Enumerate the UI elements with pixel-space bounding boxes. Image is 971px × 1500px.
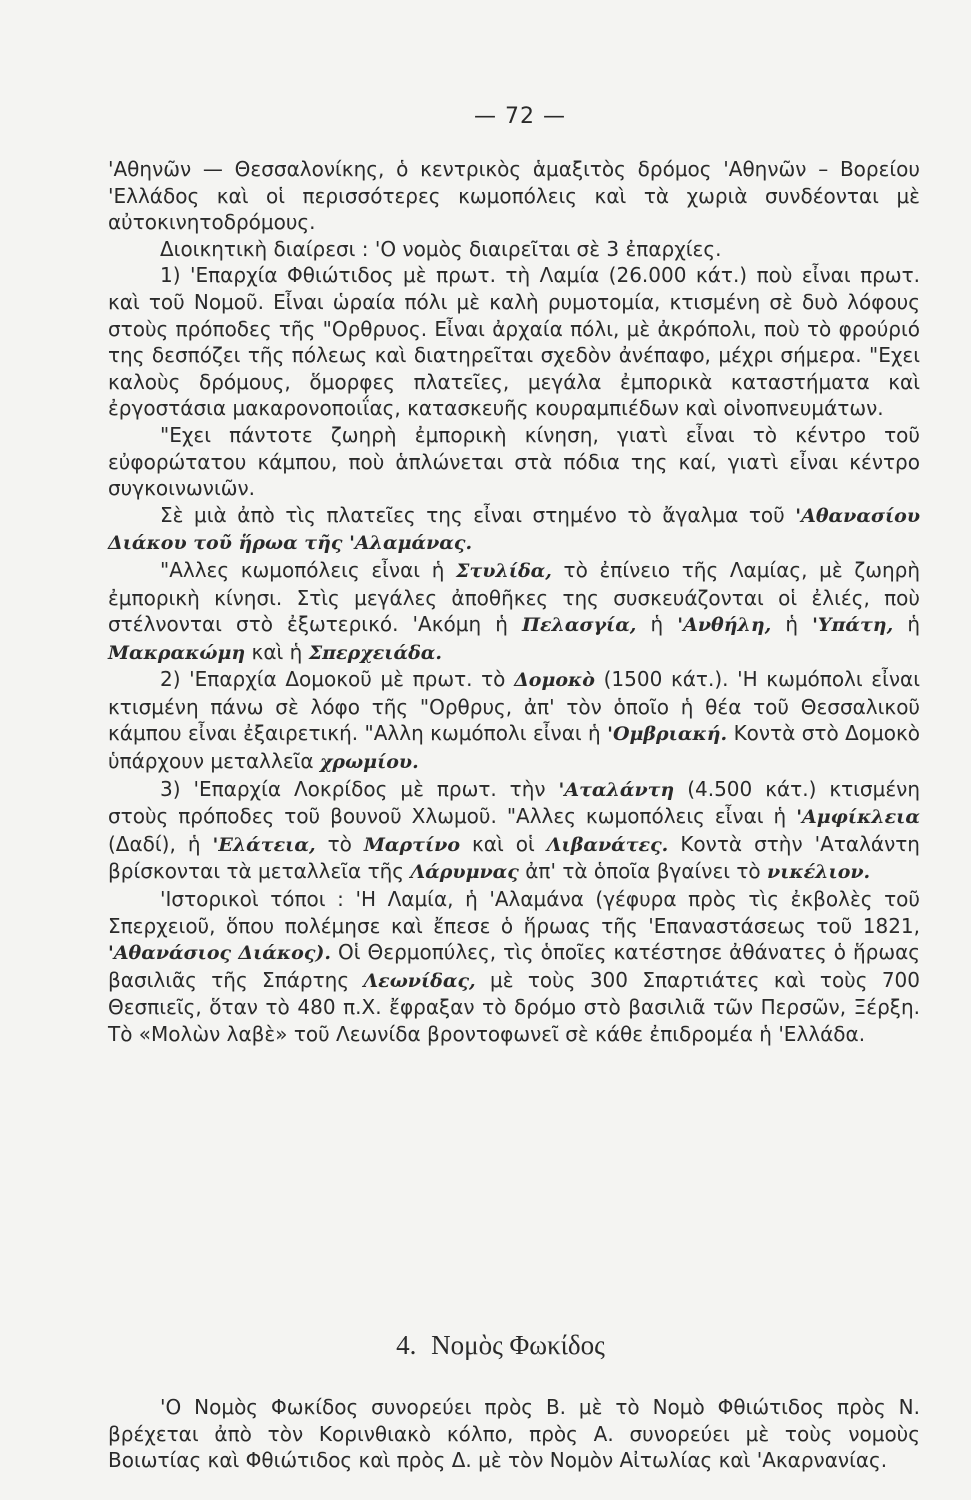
text-run: ἡ	[636, 612, 678, 637]
emphasized-text: Δομοκὸ	[514, 669, 595, 692]
emphasized-text: 'Ελάτεια,	[212, 833, 316, 856]
text-run: Κοντὰ στὴν 'Αταλάντη βρίσκονται τὰ μεταλλεῖα τῆς	[108, 831, 920, 884]
text-run: Σὲ μιὰ ἀπὸ τὶς πλατεῖες της εἶναι στημένο τὸ ἄγαλμα τοῦ	[160, 502, 796, 527]
paragraph-4	[108, 422, 920, 502]
page-number: — 72 —	[474, 104, 566, 129]
emphasized-text: 'Ανθήλη,	[677, 614, 772, 637]
emphasized-text: 'Αθανάσιος Διάκος).	[108, 942, 332, 965]
paragraph-5	[108, 502, 920, 557]
emphasized-text: νικέλιον.	[767, 861, 871, 884]
text-run: τὸ ἐπίνειο τῆς Λαμίας, μὲ ζωηρὴ ἐμπορικὴ κίνησι. Στὶς μεγάλες ἀποθῆκες της συσκευάζονται οἱ ἐλιές, ποὺ στέλνονται στὸ ἐξωτερικό. 'Ακόμη ἡ	[108, 557, 921, 637]
text-run: "Εχει πάντοτε ζωηρὴ ἐμπορικὴ κίνηση, γιατὶ εἶναι τὸ κέντρο τοῦ εὐφορώτατου κάμπου, ποὺ ἁπλώνεται στὰ πόδια της καί, γιατὶ εἶναι κέντρο συγκοινωνιῶν.	[108, 422, 920, 501]
text-run: (Δαδί), ἡ	[108, 831, 213, 856]
emphasized-text: Στυλίδα,	[456, 559, 552, 582]
emphasized-text: Πελασγία,	[522, 614, 637, 637]
paragraph-fokidos: 'Ο Νομὸς Φωκίδος συνορεύει πρὸς Β. μὲ τὸ Νομὸ Φθιώτιδος πρὸς Ν. βρέχεται ἀπὸ τὸν Κορινθιακὸ κόλπο, πρὸς Α. συνορεύει μὲ τοὺς νομοὺς Βοιωτίας καὶ Φθιώτιδος καὶ πρὸς Δ. μὲ τὸν Νομὸν Αἰτωλίας καὶ 'Ακαρνανίας.	[108, 1395, 920, 1473]
paragraph-9	[108, 886, 920, 1048]
body-text-bottom	[108, 1394, 920, 1474]
emphasized-text: Σπερχειάδα.	[308, 641, 442, 664]
emphasized-text: 'Υπάτη,	[812, 614, 894, 637]
paragraph-1	[108, 156, 920, 236]
emphasized-text: 'Ομβριακή.	[607, 723, 728, 746]
emphasized-text: 'Αθανασίου Διάκου τοῦ ἥρωα τῆς 'Αλαμάνας.	[108, 504, 920, 555]
emphasized-text: Λιβανάτες.	[546, 833, 669, 856]
section-number: 4.	[396, 1330, 417, 1360]
section-heading	[0, 1330, 971, 1361]
emphasized-text: Λάρυμνας	[410, 861, 519, 884]
text-run: ἡ	[771, 612, 813, 637]
text-run: μὲ τοὺς 300 Σπαρτιάτες καὶ τοὺς 700 Θεσπιεῖς, ὅταν τὸ 480 π.Χ. ἔφραξαν τὸ δρόμο στὸ βασιλιᾶ τῶν Περσῶν, Ξέρξη. Τὸ «Μολὼν λαβὲ» τοῦ Λεωνίδα βροντοφωνεῖ σὲ κάθε ἐπιδρομέα ἡ 'Ελλάδα.	[108, 967, 920, 1046]
text-run: τὸ	[315, 831, 364, 856]
text-run: ἡ	[893, 612, 920, 637]
text-run: "Αλλες κωμοπόλεις εἶναι ἡ	[160, 557, 457, 582]
paragraph-3	[108, 262, 920, 422]
section-title: Νομὸς Φωκίδος	[431, 1330, 605, 1360]
emphasized-text: Μακρακώμη	[108, 641, 246, 664]
text-run: 3) 'Επαρχία Λοκρίδος μὲ πρωτ. τὴν	[160, 776, 559, 801]
text-run: ἀπ' τὰ ὁποῖα βγαίνει τὸ	[518, 859, 768, 884]
paragraph-2	[108, 236, 920, 263]
emphasized-text: Λεωνίδας,	[363, 969, 476, 992]
text-run: (4.500 κάτ.) κτισμένη στοὺς πρόποδες τοῦ βουνοῦ Χλωμοῦ. "Αλλες κωμοπόλεις εἶναι ἡ	[108, 776, 920, 829]
text-run: (1500 κάτ.). 'Η κωμόπολι εἶναι κτισμένη πάνω σὲ λόφο τῆς "Ορθρυς, ἀπ' τὸν ὁποῖο ἡ θέα τοῦ Θεσσαλικοῦ κάμπου εἶναι ἐξαιρετική. "Αλλη κωμόπολι εἶναι ἡ	[108, 667, 920, 746]
emphasized-text: 'Αμφίκλεια	[796, 806, 920, 829]
emphasized-text: Μαρτίνο	[363, 833, 460, 856]
text-run: 2) 'Επαρχία Δομοκοῦ μὲ πρωτ. τὸ	[160, 667, 515, 692]
emphasized-text: 'Αταλάντη	[558, 778, 675, 801]
text-run: καὶ οἱ	[460, 831, 547, 856]
text-run: καὶ ἡ	[245, 639, 309, 664]
text-run: Οἱ Θερμοπύλες, τὶς ὁποῖες κατέστησε ἀθάνατες ὁ ἥρωας βασιλιᾶς τῆς Σπάρτης	[108, 940, 921, 992]
paragraph-6	[108, 557, 920, 666]
paragraph-7	[108, 666, 920, 775]
text-run: 'Αθηνῶν — Θεσσαλονίκης, ὁ κεντρικὸς ἁμαξιτὸς δρόμος 'Αθηνῶν – Βορείου 'Ελλάδος καὶ οἱ περισσότερες κωμοπόλεις καὶ τὰ χωριὰ συνδέονται μὲ αὐτοκινητοδρόμους.	[108, 157, 920, 235]
text-run: 'Ιστορικοὶ τόποι : 'Η Λαμία, ἡ 'Αλαμάνα (γέφυρα πρὸς τὶς ἐκβολὲς τοῦ Σπερχειοῦ, ὅπου πολέμησε καὶ ἔπεσε ὁ ἥρωας τῆς 'Επαναστάσεως τοῦ 1821,	[108, 887, 920, 938]
text-run: 1) 'Επαρχία Φθιώτιδος μὲ πρωτ. τὴ Λαμία (26.000 κάτ.) ποὺ εἶναι πρωτ. καὶ τοῦ Νομοῦ. Εἶναι ὡραία πόλι μὲ καλὴ ρυμοτομία, κτισμένη σὲ δυὸ λόφους στοὺς πρόποδες τῆς "Ορθρυος. Εἶναι ἀρχαία πόλι, μὲ ἀκρόπολι, ποὺ τὸ φρούριό της δεσπόζει τῆς πόλεως καὶ διατηρεῖται σχεδὸν ἀνέπαφο, μέχρι σήμερα. "Εχει καλοὺς δρόμους, ὅμορφες πλατεῖες, μεγάλα ἐμπορικὰ καταστήματα καὶ ἐργοστάσια μακαρονοποιΐας, κατασκευῆς κουραμπιέδων καὶ οἰνοπνευμάτων.	[108, 263, 920, 421]
text-run: Κοντὰ στὸ Δομοκὸ ὑπάρχουν μεταλλεῖα	[108, 721, 920, 774]
emphasized-text: χρωμίου.	[319, 751, 419, 774]
paragraph-8	[108, 776, 920, 886]
body-text-top	[108, 156, 920, 1048]
text-run: Διοικητικὴ διαίρεσι : 'Ο νομὸς διαιρεῖται σὲ 3 ἐπαρχίες.	[160, 236, 722, 261]
